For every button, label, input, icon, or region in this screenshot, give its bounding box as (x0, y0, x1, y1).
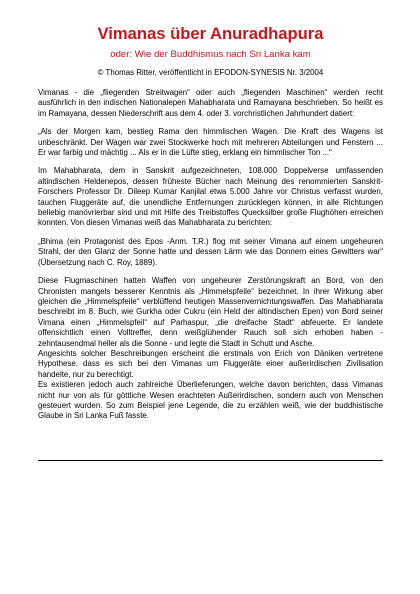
paragraph-ramayana-quote: „Als der Morgen kam, bestieg Rama den himmlischen Wagen. Die Kraft des Wagens ist unbeschränkt. Der Wagen war zwei Stockwerke hoch mit mehreren Abteilungen und Fenstern ... Er war farbig und mächtig ... Als er in die Lüfte stieg, erklang ein himmlischer Ton ...“ (38, 127, 383, 158)
article-title: Vimanas über Anuradhapura (97, 24, 324, 43)
paragraph-weapons: Diese Flugmaschinen hatten Waffen von ungeheurer Zerstörungskraft an Bord, von den Chronisten mangels besserer Kenntnis als „Himmelspfeile“ bezeichnet. In ihrer Wirkung aber gleichen die „Himmelspfeile“ verblüffend heutigen Massenvernichtungswaffen. Das Mahabharata beschreibt im 8. Buch, wie Gurkha oder Cukru (ein Held der altindischen Epen) von Bord seiner Vimana einen „Himmelspfeil“ auf Parhaspur, „die dreifache Stadt“ abfeuerte. Er landete offensichtlich einen Volltreffer, denn weißglühender Rauch soll sich erhoben haben - zehntausendmal heller als die Sonne - und legte die Stadt in Schutt und Asche. (38, 276, 383, 348)
article-byline: © Thomas Ritter, veröffentlicht in EFODON-SYNESIS Nr. 3/2004 (97, 68, 324, 77)
paragraph-intro: Vimanas - die „fliegenden Streitwagen“ oder auch „fliegenden Maschinen“ werden recht ausführlich in den indischen Nationalepen Mahabharata und Ramayana beschrieben. So heißt es im Ramayana, dessen Niederschrift aus dem 4. oder 3. vorchristlichen Jahrhundert datiert: (38, 88, 383, 118)
article-body (38, 88, 383, 422)
article-subtitle: oder: Wie der Buddhismus nach Sri Lanka kam (110, 49, 311, 60)
paragraph-mahabharata: Im Mahabharata, dem in Sanskrit aufgezeichneten, 108.000 Doppelverse umfassenden altindischen Heldenepos, dessen früheste Bücher nach Meinung des renommierten Sanskrit- Forschers Professor Dr. Dileep Kumar Kanjilal etwa 5.000 Jahre vor Christus verfasst wurden, tauchen Fluggeräte auf, die unendliche Entfernungen zurücklegen können, in alle Richtungen beliebig manövrierbar sind und mit Hilfe des Treibstoffes Quecksilber große Flughöhen erreichen konnten. Von diesen Vimanas weiß das Mahabharata zu berichten: (38, 166, 383, 228)
bottom-divider (38, 460, 383, 461)
paragraph-bhima-quote: „Bhima (ein Protagonist des Epos -Anm. T.R.) flog mit seiner Vimana auf einem ungeheuren Strahl, der den Glanz der Sonne hatte und dessen Lärm wie das Donnern eines Gewitters war“ (Übersetzung nach C. Roy, 1889). (38, 236, 383, 267)
paragraph-daniken: Angesichts solcher Beschreibungen erscheint die erstmals von Erich von Däniken vertretene Hypothese, dass es sich bei den Vimanas um Fluggeräte einer außerirdischen Zivilisation handelte, nur zu berechtigt. (38, 348, 383, 379)
paragraph-legend: Es existieren jedoch auch zahlreiche Überlieferungen, welche davon berichten, dass Vimanas nicht nur von als für göttliche Wesen erachteten Außerirdischen, sondern auch von Menschen gesteuert wurden. So zum Beispiel jene Legende, die zu erzählen weiß, wie der buddhistische Glaube in Sri Lanka Fuß fasste. (38, 380, 383, 421)
